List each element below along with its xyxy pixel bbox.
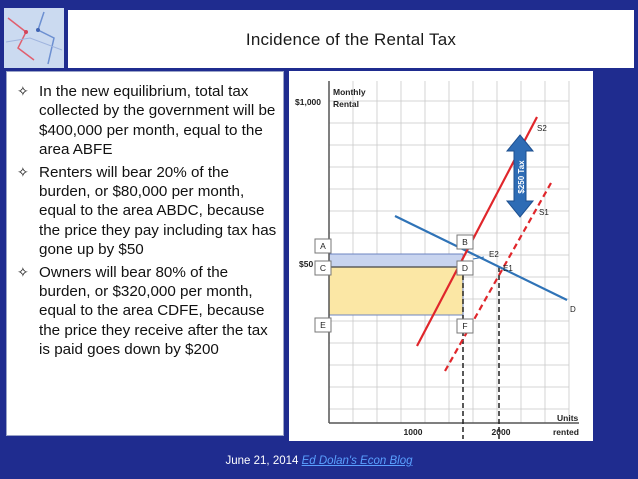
blog-logo: [4, 8, 64, 68]
x-axis-label-1: Units: [557, 413, 579, 423]
s1-label: S1: [539, 208, 549, 217]
y-mid-tick: $50: [299, 259, 314, 269]
chart-svg: [289, 71, 593, 441]
bullet-list: [7, 72, 283, 360]
four-point-star-icon: ✧: [17, 263, 29, 280]
bullet-text: Renters will bear 20% of the burden, or $80,000 per month, equal to the area ABDC, because the price they pay including tax has gone up by $50: [39, 163, 277, 259]
area-cdfe: [329, 267, 463, 315]
bullet-item: [17, 82, 279, 160]
area-abdc: [329, 254, 463, 267]
incidence-chart: [289, 71, 593, 441]
bullet-item: [17, 263, 279, 360]
x-tick-2000: 2000: [491, 427, 511, 437]
bullet-item: [17, 163, 279, 260]
gridlines: [329, 81, 569, 423]
x-tick-1000: 1000: [403, 427, 423, 437]
point-b-label: B: [462, 237, 468, 247]
bullet-text: In the new equilibrium, total tax collected by the government will be $400,000 per month, equal to the area ABFE: [39, 83, 276, 159]
x-axis-label-2: rented: [553, 427, 579, 437]
point-a-label: A: [320, 241, 326, 251]
y-axis-label-1: Monthly: [333, 87, 366, 97]
point-d-label: D: [461, 263, 469, 273]
slide-title: Incidence of the Rental Tax: [245, 30, 457, 49]
blog-link[interactable]: Ed Dolan's Econ Blog: [301, 455, 413, 467]
d-curve-label: D: [570, 305, 576, 314]
bullet-text: Owners will bear 80% of the burden, or $320,000 per month, equal to the area CDFE, because the price they receive after the tax is paid goes down by $200: [39, 263, 268, 359]
footer: [0, 455, 638, 467]
four-point-star-icon: ✧: [17, 83, 29, 99]
title-bar: [68, 10, 634, 68]
s2-label: S2: [537, 124, 547, 133]
point-f-label: F: [462, 321, 468, 331]
point-e-label: E: [320, 320, 326, 330]
tax-label: $250 Tax: [517, 160, 526, 194]
footer-date: June 21, 2014: [225, 455, 299, 467]
e2-label: E2: [489, 250, 499, 259]
bullet-text-box: [6, 71, 284, 436]
y-top-tick: $1,000: [295, 97, 321, 107]
tax-arrow: [507, 135, 533, 217]
point-c-label: C: [319, 263, 327, 273]
e1-label: E1: [503, 264, 513, 273]
map-logo-icon: [4, 8, 64, 68]
four-point-star-icon: ✧: [17, 163, 29, 180]
y-axis-label-2: Rental: [333, 99, 359, 109]
